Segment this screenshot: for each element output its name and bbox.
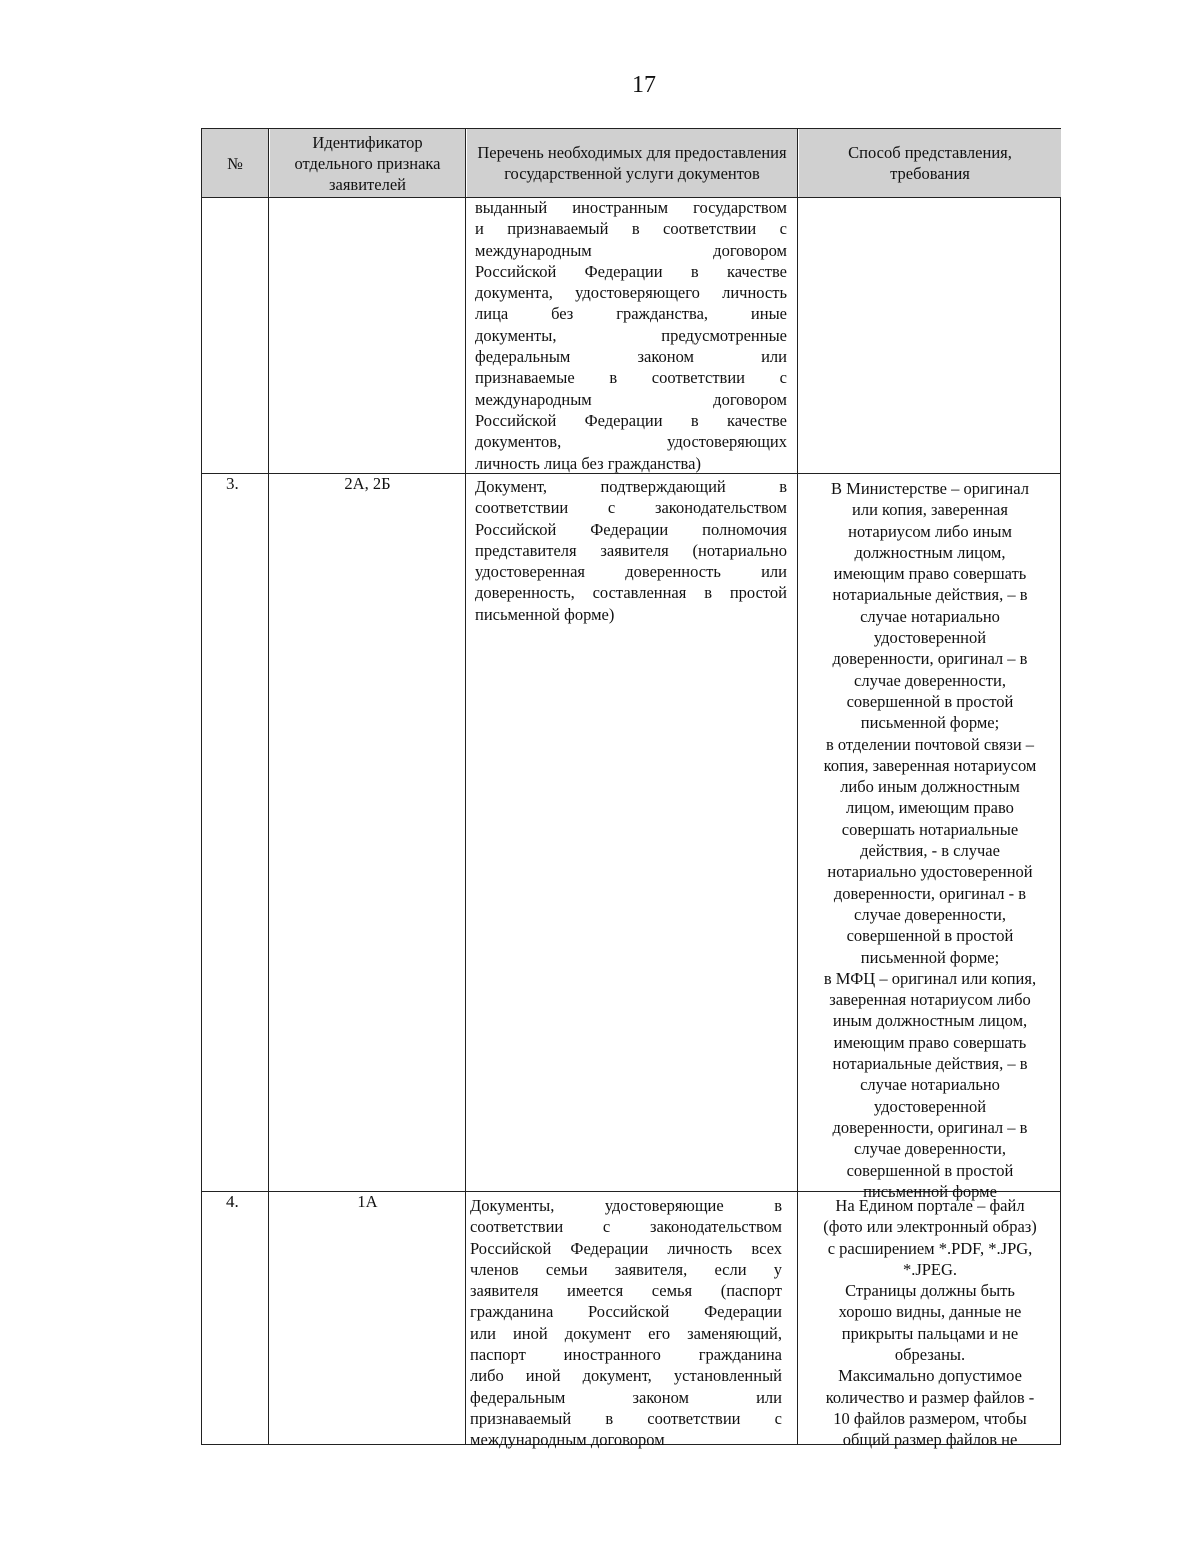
- text-line: *.JPEG.: [902, 1259, 958, 1279]
- text-line: заявителя имеется семья (паспорт: [470, 1281, 782, 1301]
- text-line: документов, удостоверяющих: [475, 432, 787, 452]
- text-line: случае доверенности,: [854, 1139, 1006, 1159]
- text-line: заверенная нотариусом либо: [829, 990, 1031, 1010]
- text-line: Российской Федерации в качестве: [475, 261, 787, 281]
- text-line: Документ, подтверждающий в: [475, 477, 787, 496]
- text-line: лица без гражданства, иные: [475, 304, 787, 324]
- text-line: количество и размер файлов -: [825, 1387, 1035, 1407]
- page-number: 17: [632, 72, 656, 98]
- row-3-identifier: 1А: [357, 1192, 378, 1211]
- text-line: федеральным законом или: [475, 347, 787, 367]
- header-number: [202, 129, 268, 197]
- text-line: либо иной документ, установленный: [470, 1366, 782, 1386]
- text-line: должностным лицом,: [854, 542, 1006, 562]
- text-line: Максимально допустимое: [838, 1366, 1022, 1386]
- text-line: 10 файлов размером, чтобы: [833, 1408, 1027, 1428]
- text-line: личность лица без гражданства): [475, 453, 701, 473]
- text-line: членов семьи заявителя, если у: [470, 1259, 782, 1279]
- text-line: признаваемые в соответствии с: [475, 368, 787, 388]
- row-1-documents: [475, 197, 787, 474]
- text-line: прикрыты пальцами и не: [841, 1323, 1019, 1343]
- text-line: имеющим право совершать: [833, 1032, 1027, 1052]
- text-line: На Едином портале – файл: [835, 1196, 1025, 1215]
- text-line: В Министерстве – оригинал: [831, 479, 1029, 498]
- text-line: соответствии с законодательством: [470, 1217, 782, 1237]
- text-line: нотариально удостоверенной: [827, 862, 1033, 882]
- documents-table: [201, 128, 1061, 1450]
- text-line: имеющим право совершать: [833, 564, 1027, 584]
- text-line: лицом, имеющим право: [846, 798, 1014, 818]
- text-line: или иной документ его заменяющий,: [470, 1323, 782, 1343]
- text-line: нотариусом либо иным: [848, 521, 1012, 541]
- text-line: обрезаны.: [894, 1345, 966, 1365]
- text-line: в отделении почтовой связи –: [825, 734, 1035, 754]
- text-line: соответствии с законодательством: [475, 498, 787, 518]
- text-line: удостоверенной: [873, 1096, 987, 1116]
- text-line: международным договором: [475, 240, 787, 260]
- row-2-documents: [475, 476, 787, 625]
- text-line: случае нотариально: [860, 606, 1000, 626]
- text-line: представителя заявителя (нотариально: [475, 540, 787, 560]
- text-line: доверенности, оригинал - в: [833, 883, 1027, 903]
- text-line: либо иным должностным: [840, 777, 1020, 797]
- text-line: хорошо видны, данные не: [838, 1302, 1022, 1322]
- text-line: документа, удостоверяющего личность: [475, 283, 787, 303]
- text-line: удостоверенной: [873, 628, 987, 648]
- text-line: письменной форме: [863, 1181, 997, 1201]
- text-line: Российской Федерации личность всех: [470, 1238, 782, 1258]
- text-line: в МФЦ – оригинал или копия,: [823, 968, 1037, 988]
- text-line: паспорт иностранного гражданина: [470, 1345, 782, 1365]
- text-line: копия, заверенная нотариусом: [823, 755, 1037, 775]
- text-line: общий размер файлов не: [842, 1430, 1018, 1450]
- text-line: доверенность, составленная в простой: [475, 583, 787, 603]
- text-line: Российской Федерации в качестве: [475, 410, 787, 430]
- header-documents-label: Перечень необходимых для предоставления государственной услуги документов: [477, 143, 787, 183]
- text-line: совершенной в простой: [846, 691, 1014, 711]
- header-identifier: [270, 129, 465, 197]
- text-line: федеральным законом или: [470, 1387, 782, 1407]
- text-line: Российской Федерации полномочия: [475, 519, 787, 539]
- text-line: письменной форме): [475, 604, 615, 624]
- column-divider: [465, 128, 466, 1445]
- text-line: действия, - в случае: [860, 841, 1000, 861]
- text-line: (фото или электронный образ): [823, 1217, 1037, 1237]
- text-line: совершенной в простой: [846, 1160, 1014, 1180]
- text-line: доверенности, оригинал – в: [832, 649, 1028, 669]
- header-documents: [467, 129, 797, 197]
- text-line: нотариальные действия, – в: [832, 585, 1028, 605]
- text-line: выданный иностранным государством: [475, 198, 787, 217]
- header-identifier-label: Идентификатор отдельного признака заявителей: [294, 132, 441, 194]
- text-line: международным договором: [475, 389, 787, 409]
- column-divider: [268, 128, 269, 1445]
- text-line: международным договором: [470, 1430, 665, 1450]
- text-line: случае доверенности,: [854, 904, 1006, 924]
- row-2-identifier: 2А, 2Б: [344, 474, 391, 493]
- column-divider: [797, 128, 798, 1445]
- header-method-label: Способ представления, требования: [848, 143, 1012, 183]
- header-method: [799, 129, 1061, 197]
- text-line: доверенности, оригинал – в: [832, 1117, 1028, 1137]
- text-line: нотариальные действия, – в: [832, 1054, 1028, 1074]
- row-2-number: 3.: [226, 474, 239, 493]
- text-line: документы, предусмотренные: [475, 325, 787, 345]
- text-line: письменной форме;: [860, 713, 1000, 733]
- text-line: иным должностным лицом,: [832, 1011, 1028, 1031]
- text-line: Документы, удостоверяющие в: [470, 1196, 782, 1215]
- row-2-method: [799, 478, 1061, 1202]
- row-3-number: 4.: [226, 1192, 239, 1211]
- text-line: удостоверенная доверенность или: [475, 562, 787, 582]
- row-3-method: [799, 1195, 1061, 1451]
- text-line: или копия, заверенная: [852, 500, 1008, 520]
- text-line: Страницы должны быть: [845, 1281, 1015, 1301]
- text-line: совершенной в простой: [846, 926, 1014, 946]
- text-line: письменной форме;: [860, 947, 1000, 967]
- text-line: и признаваемый в соответствии с: [475, 219, 787, 239]
- text-line: случае нотариально: [860, 1075, 1000, 1095]
- text-line: совершать нотариальные: [841, 819, 1019, 839]
- row-3-documents: [470, 1195, 782, 1451]
- text-line: признаваемый в соответствии с: [470, 1408, 782, 1428]
- text-line: с расширением *.PDF, *.JPG,: [827, 1238, 1033, 1258]
- text-line: гражданина Российской Федерации: [470, 1302, 782, 1322]
- header-number-label: №: [227, 153, 243, 173]
- text-line: случае доверенности,: [854, 670, 1006, 690]
